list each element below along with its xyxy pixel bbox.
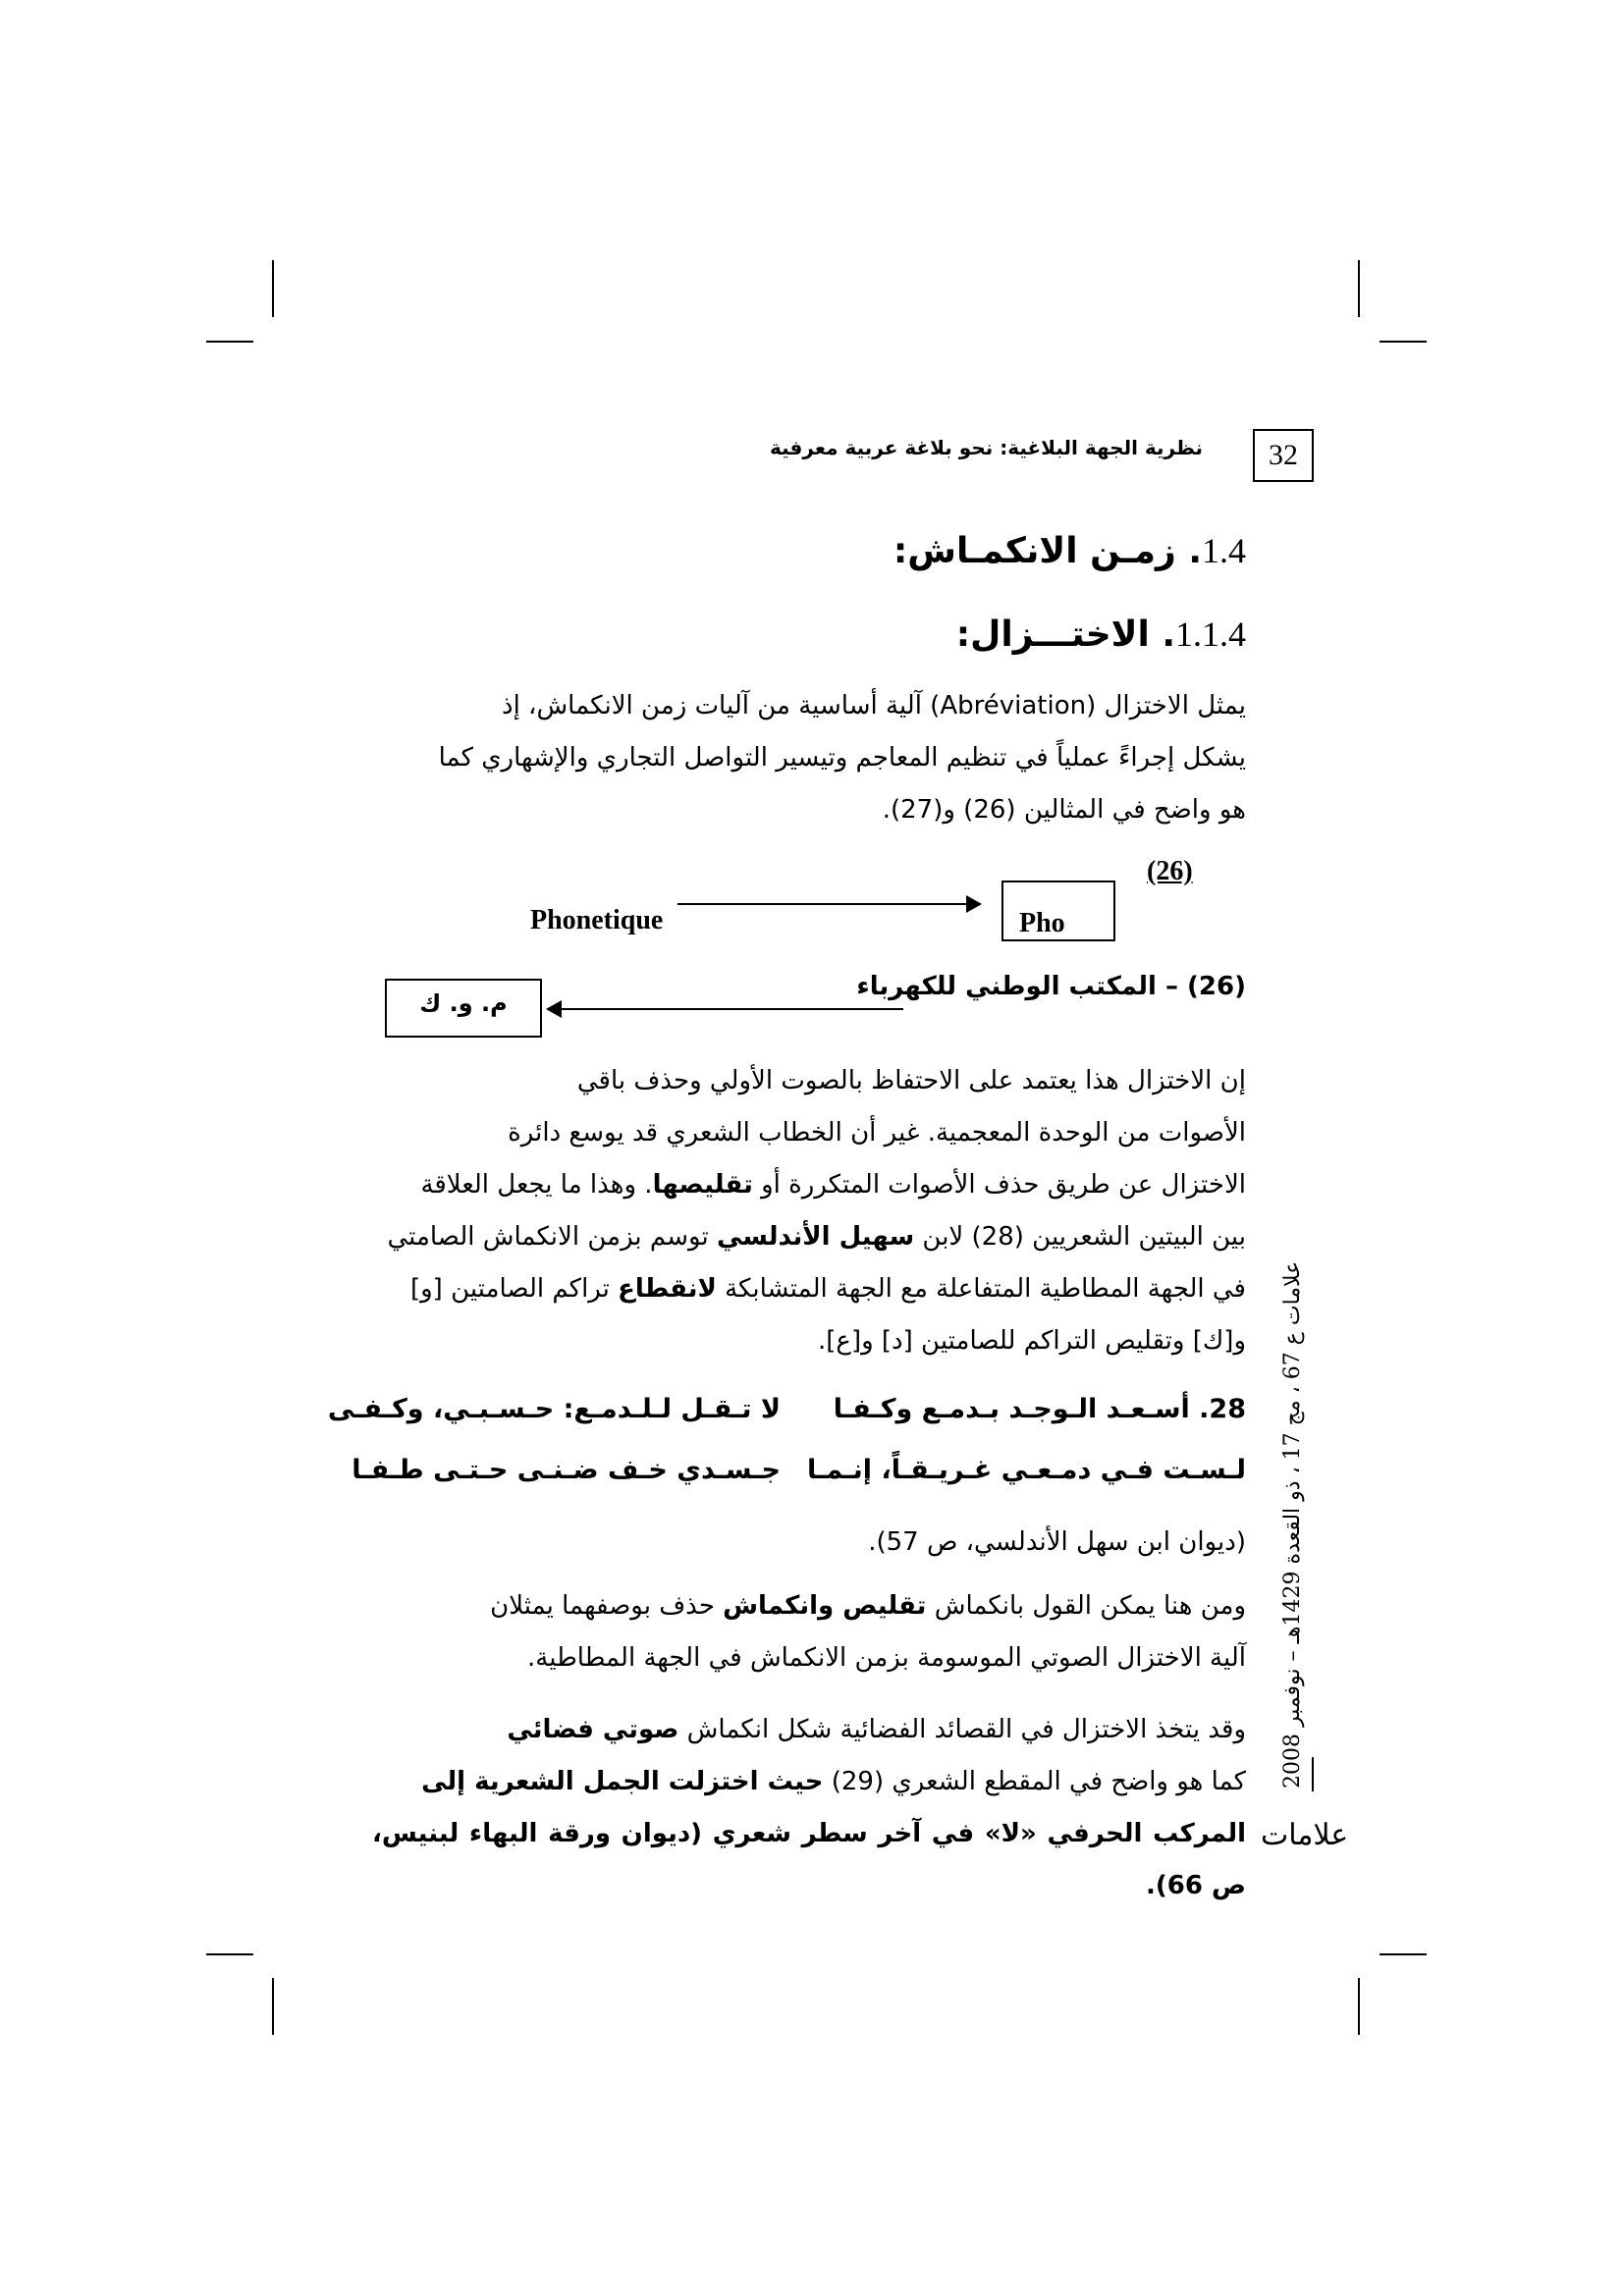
- section-title: . زمـن الانكمـاش:: [893, 531, 1202, 571]
- text-line: الأصوات من الوحدة المعجمية. غير أن الخطاب الشعري قد يوسع دائرة: [508, 1118, 1246, 1148]
- section-heading: [893, 530, 1246, 571]
- page-number: 32: [1253, 429, 1314, 482]
- paragraph: [372, 1704, 1246, 1912]
- text-line: يشكل إجراءً عملياً في تنظيم المعاجم وتيسير التواصل التجاري والإشهاري كما: [438, 743, 1246, 773]
- example-number: (26): [1147, 856, 1193, 886]
- crop-mark: [272, 1978, 274, 2035]
- text-line: المركب الحرفي «لا» في آخر سطر شعري (ديوان ورقة البهاء لبنيس، ص 66).: [372, 1819, 1246, 1900]
- abbreviation-label: م. و. ك: [419, 989, 508, 1017]
- crop-mark: [1358, 260, 1360, 317]
- journal-info: علامات ع 67 ، مج 17 ، ذو القعدة 1429هـ – نوفمبر 2008: [1280, 1260, 1305, 1789]
- running-title: نظرية الجهة البلاغية: نحو بلاغة عربية معرفية: [770, 436, 1203, 459]
- divider: [1312, 1757, 1314, 1791]
- poem-source: (ديوان ابن سهل الأندلسي، ص 57).: [868, 1527, 1246, 1557]
- source-word: Phonetique: [530, 905, 664, 935]
- arrow-head-right-icon: [966, 895, 982, 913]
- verse-hemistich: لـسـت فـي دمـعـي غـريـقـاً، إنـمـا: [806, 1455, 1246, 1485]
- text-line: ومن هنا يمكن القول بانكماش تقليص وانكماش حذف بوصفهما يمثلان: [490, 1591, 1246, 1621]
- verse-hemistich: 28. أسـعـد الـوجـد بـدمـع وكـفـا: [833, 1394, 1246, 1424]
- subsection-heading: [956, 614, 1246, 655]
- crop-mark: [272, 260, 274, 317]
- subsection-title: . الاختـــزال:: [955, 614, 1175, 655]
- arrow-right: [677, 903, 972, 905]
- text-line: هو واضح في المثالين (26) و(27).: [882, 795, 1246, 825]
- section-number: 1.4: [1202, 531, 1246, 570]
- crop-mark: [206, 1953, 253, 1955]
- text-line: الاختزال عن طريق حذف الأصوات المتكررة أو تقليصها. وهذا ما يجعل العلاقة: [420, 1170, 1246, 1200]
- crop-mark: [1380, 1953, 1427, 1955]
- text-line: في الجهة المطاطية المتفاعلة مع الجهة المتشابكة لانقطاع تراكم الصامتين [و]: [409, 1274, 1246, 1304]
- text-line: وقد يتخذ الاختزال في القصائد الفضائية شكل انكماش صوتي فضائي: [507, 1715, 1246, 1744]
- abbreviation-label: Pho: [1019, 908, 1065, 938]
- text-line: إن الاختزال هذا يعتمد على الاحتفاظ بالصوت الأولي وحذف باقي: [576, 1066, 1246, 1095]
- text-line: آلية الاختزال الصوتي الموسومة بزمن الانكماش في الجهة المطاطية.: [527, 1643, 1246, 1673]
- crop-mark: [1358, 1978, 1360, 2035]
- intro-paragraph: [372, 680, 1246, 836]
- text-line: يمثل الاختزال (Abréviation) آلية أساسية من آليات زمن الانكماش، إذ: [501, 691, 1246, 721]
- crop-mark: [1380, 341, 1427, 343]
- subsection-number: 1.1.4: [1175, 614, 1246, 654]
- text-line: بين البيتين الشعريين (28) لابن سهيل الأندلسي توسم بزمن الانكماش الصامتي: [387, 1222, 1246, 1252]
- journal-logo: علامات: [1261, 1818, 1349, 1852]
- paragraph: [372, 1580, 1246, 1684]
- text-line: و[ك] وتقليص التراكم للصامتين [د] و[ع].: [818, 1326, 1246, 1356]
- verse-hemistich: لا تـقـل لـلـدمـع: حـسـبـي، وكـفـى: [327, 1394, 781, 1424]
- text-line: كما هو واضح في المقطع الشعري (29) حيث اختزلت الجمل الشعرية إلى: [421, 1767, 1246, 1796]
- arrow-head-left-icon: [546, 1000, 562, 1018]
- arrow-left: [558, 1008, 903, 1010]
- analysis-paragraph: [372, 1055, 1246, 1367]
- crop-mark: [206, 341, 253, 343]
- office-example: (26) – المكتب الوطني للكهرباء: [856, 972, 1246, 1001]
- verse-hemistich: جـسـدي خـف ضـنـى حـتـى طـفـا: [352, 1455, 781, 1485]
